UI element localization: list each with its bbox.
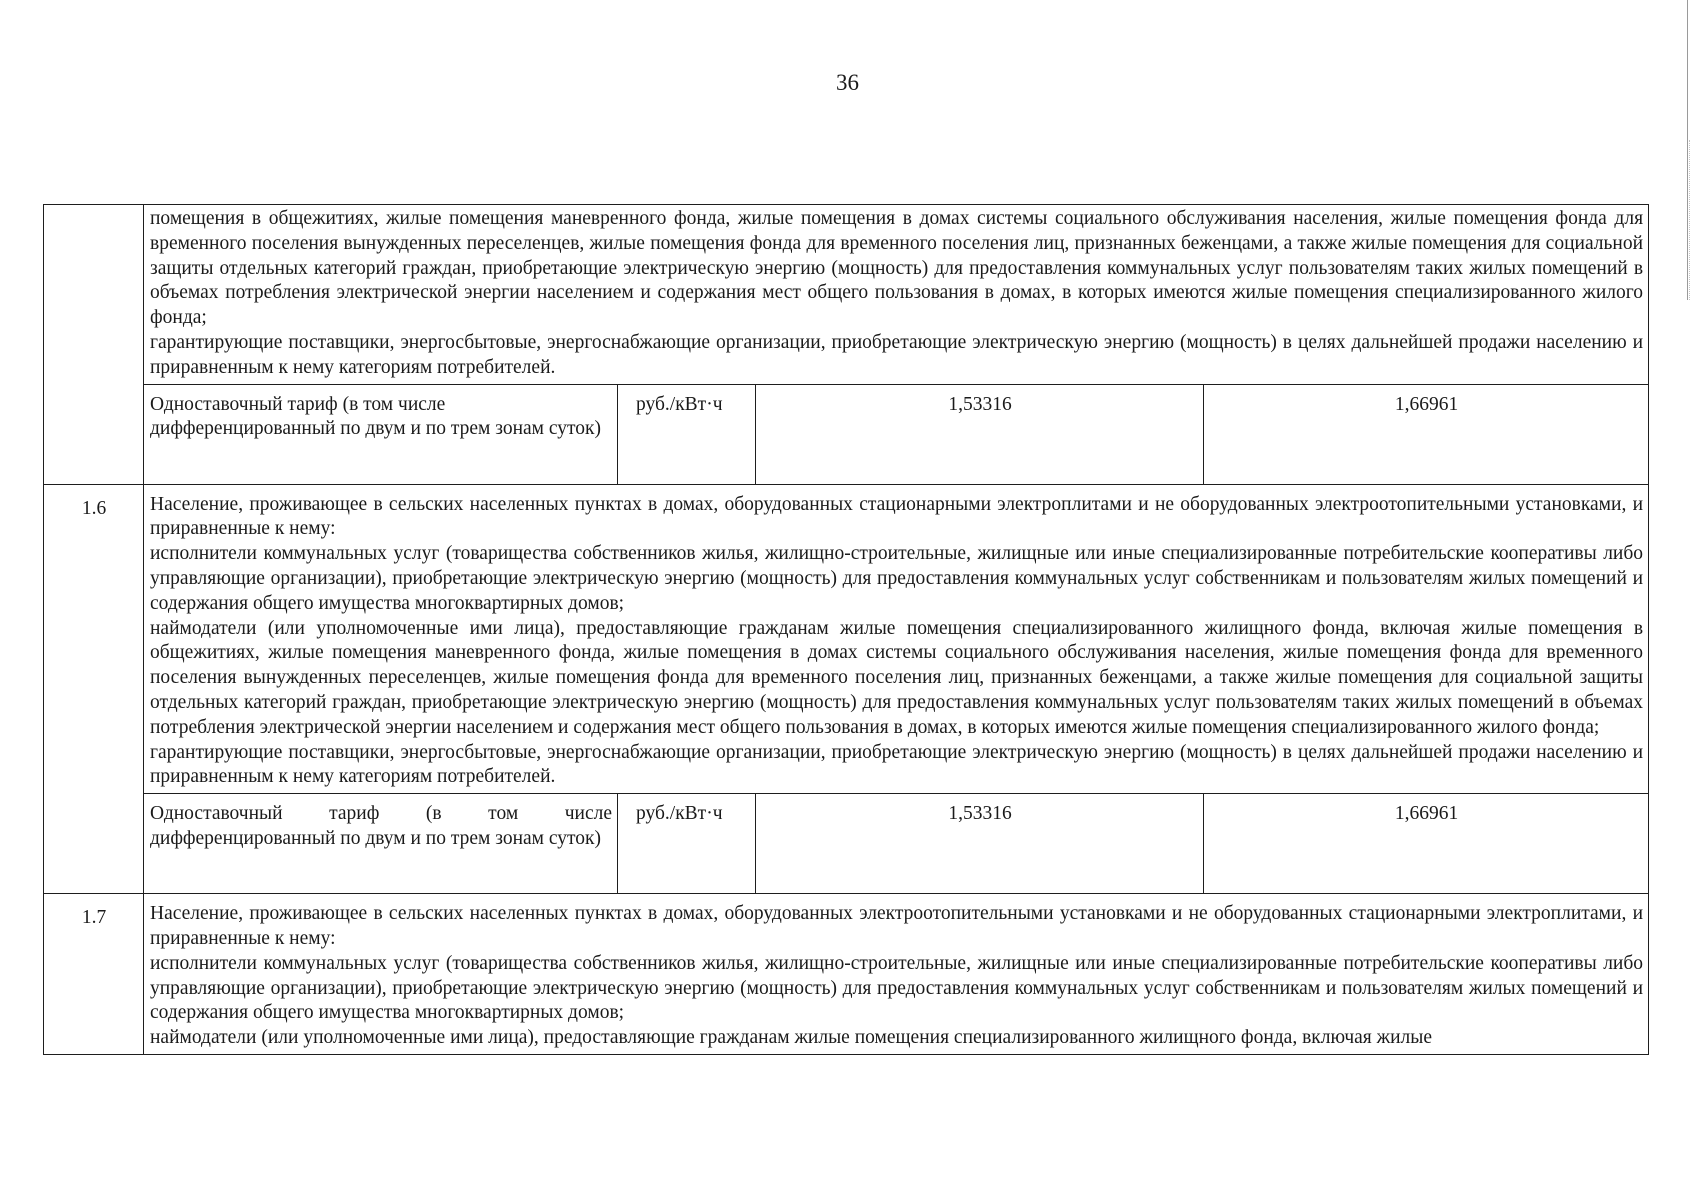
row-1-6-description: [144, 484, 1649, 794]
row-number-cell-empty: [44, 205, 144, 485]
row-1-6-paragraph: Население, проживающее в сельских населенных пунктах в домах, оборудованных стационарными электроплитами и не оборудованных электроотопительными установками, и приравненные к нему:: [150, 493, 1644, 540]
table-row-tariff: [44, 384, 1649, 484]
table-row-continuation: [44, 205, 1649, 385]
tariff-value-first: 1,53316: [756, 794, 1204, 894]
row-1-6-paragraph: исполнители коммунальных услуг (товарищества собственников жилья, жилищно-строительные, жилищные или иные специализированные потребительские кооперативы либо управляющие организации), приобретающие электрическую энергию (мощность) для предоставления коммунальных услуг собственникам и пользователям жилых помещений и содержания общего имущества многоквартирных домов;: [150, 543, 1644, 614]
tariff-value-second: 1,66961: [1204, 794, 1649, 894]
tariff-label: Одноставочный тариф (в том числе дифференцированный по двум и по трем зонам суток): [144, 384, 618, 484]
table-row-tariff: [44, 794, 1649, 894]
scan-edge-dots: [1689, 140, 1691, 300]
row-1-6-paragraph: наймодатели (или уполномоченные ими лица), предоставляющие гражданам жилые помещения специализированного жилищного фонда, включая жилые помещения в общежитиях, жилые помещения маневренного фонда, жилые помещения в домах системы социального обслуживания населения, жилые помещения фонда для временного поселения вынужденных переселенцев, жилые помещения фонда для временного поселения лиц, признанных беженцами, а также жилые помещения для социальной защиты отдельных категорий граждан, приобретающие электрическую энергию (мощность) для предоставления коммунальных услуг пользователям таких жилых помещений в объемах потребления электрической энергии населением и содержания мест общего пользования в домах, в которых имеются жилые помещения специализированного жилого фонда;: [150, 617, 1644, 738]
table-row-1-6: [44, 484, 1649, 794]
tariff-label-text: Одноставочный тариф (в том числе дифференцированный по двум и по трем зонам суток): [150, 803, 612, 849]
continuation-paragraph: гарантирующие поставщики, энергосбытовые, энергоснабжающие организации, приобретающие электрическую энергию (мощность) в целях дальнейшей продажи населению и приравненным к нему категориям потребителей.: [150, 331, 1644, 378]
tariff-table: [43, 204, 1649, 1055]
tariff-label: [144, 794, 618, 894]
page-number: 36: [836, 70, 859, 95]
row-1-7-paragraph: исполнители коммунальных услуг (товарищества собственников жилья, жилищно-строительные, жилищные или иные специализированные потребительские кооперативы либо управляющие организации), приобретающие электрическую энергию (мощность) для предоставления коммунальных услуг собственникам и пользователям жилых помещений и содержания общего имущества многоквартирных домов;: [150, 952, 1644, 1024]
tariff-value-first: 1,53316: [756, 384, 1204, 484]
row-1-7-paragraph: Население, проживающее в сельских населенных пунктах в домах, оборудованных электроотопительными установками и не оборудованных стационарными электроплитами, и приравненные к нему:: [150, 903, 1644, 949]
row-number: 1.6: [44, 484, 144, 894]
row-1-7-paragraph: наймодатели (или уполномоченные ими лица), предоставляющие гражданам жилые помещения специализированного жилищного фонда, включая жилые: [150, 1027, 1433, 1049]
continuation-description: [144, 205, 1649, 385]
scan-edge-line: [1687, 0, 1688, 300]
row-1-7-description: [144, 894, 1649, 1055]
tariff-value-second: 1,66961: [1204, 384, 1649, 484]
tariff-unit: руб./кВт·ч: [618, 794, 756, 894]
row-number: 1.7: [44, 894, 144, 1055]
tariff-unit: руб./кВт·ч: [618, 384, 756, 484]
continuation-paragraph: помещения в общежитиях, жилые помещения маневренного фонда, жилые помещения в домах системы социального обслуживания населения, жилые помещения фонда для временного поселения вынужденных переселенцев, жилые помещения фонда для временного поселения лиц, признанных беженцами, а также жилые помещения для социальной защиты отдельных категорий граждан, приобретающие электрическую энергию (мощность) для предоставления коммунальных услуг пользователям таких жилых помещений в объемах потребления электрической энергии населением и содержания мест общего пользования в домах, в которых имеются жилые помещения специализированного жилого фонда;: [150, 208, 1644, 329]
table-row-1-7: [44, 894, 1649, 1055]
row-1-6-paragraph: гарантирующие поставщики, энергосбытовые, энергоснабжающие организации, приобретающие электрическую энергию (мощность) в целях дальнейшей продажи населению и приравненным к нему категориям потребителей.: [150, 741, 1644, 788]
